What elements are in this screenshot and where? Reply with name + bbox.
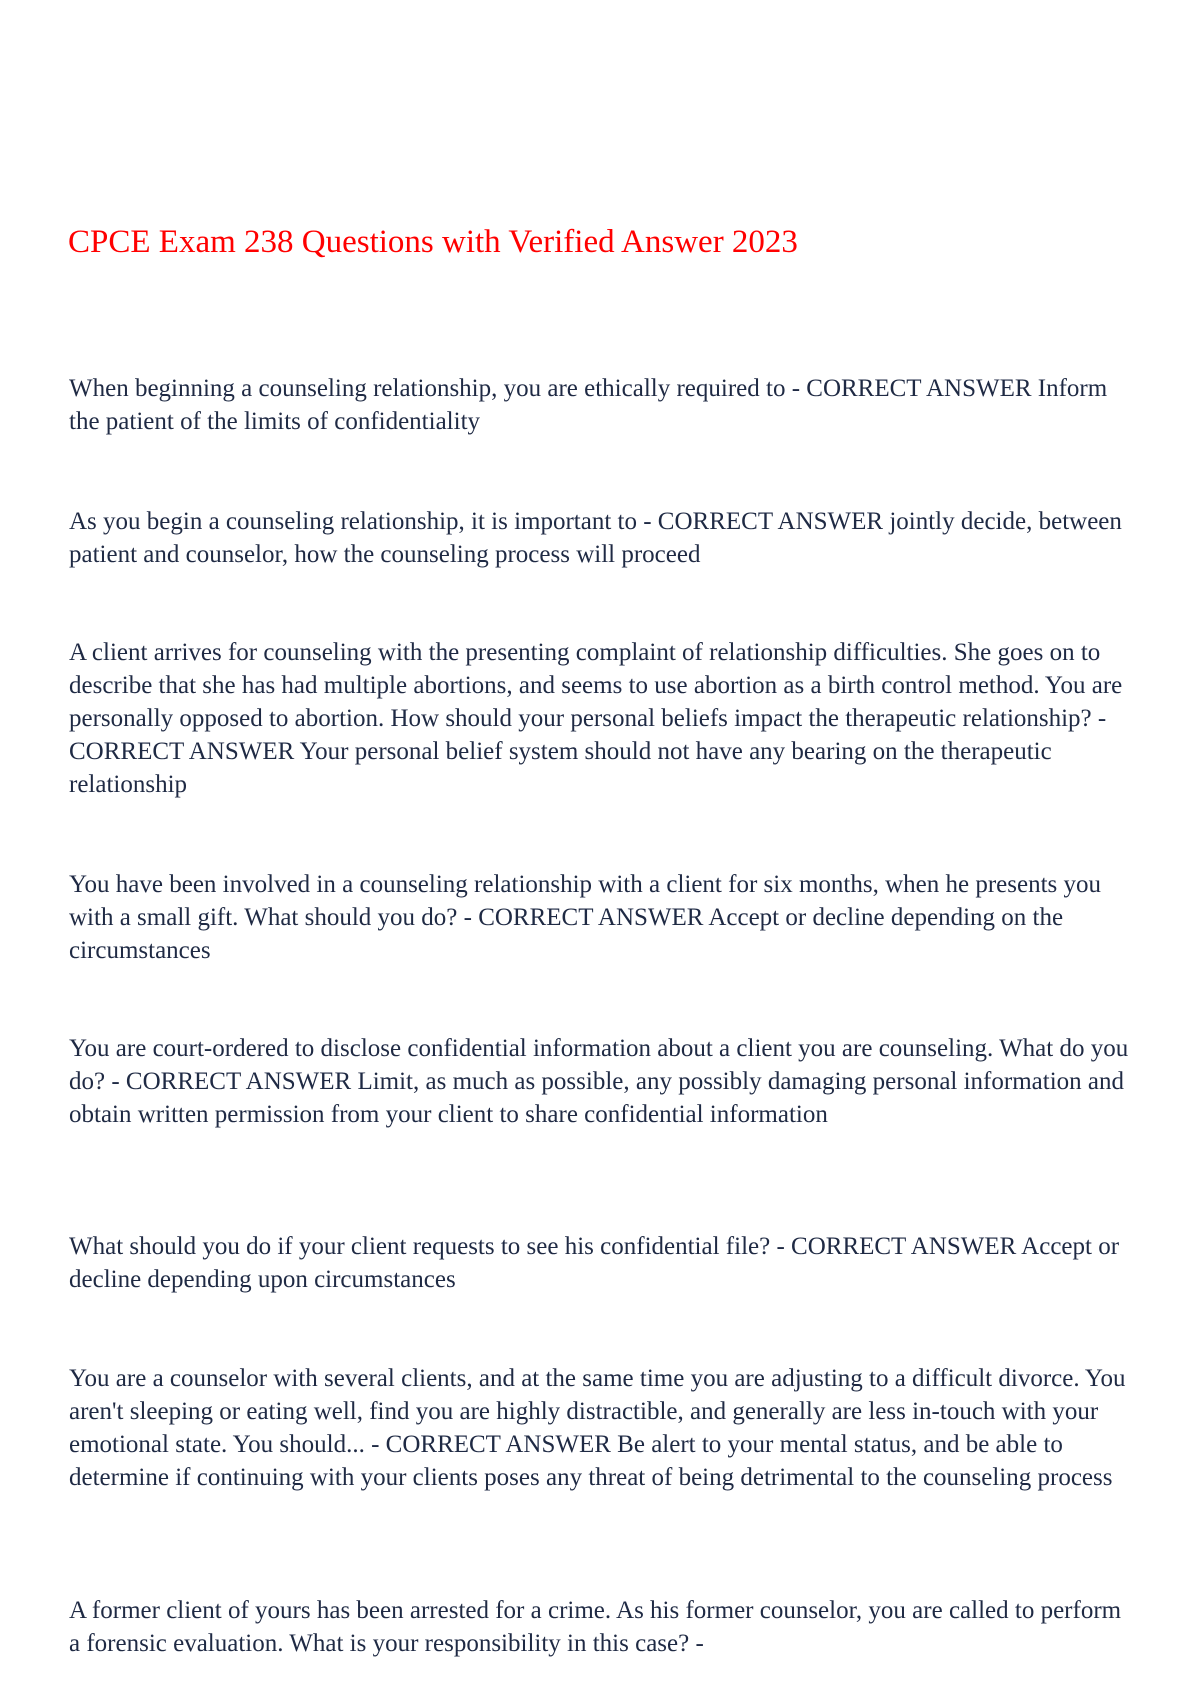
document-title: CPCE Exam 238 Questions with Verified Answer 2023: [68, 224, 798, 260]
qa-item: As you begin a counseling relationship, it is important to - CORRECT ANSWER jointly decide, between patient and counselor, how the counseling process will proceed: [69, 508, 1122, 568]
qa-item: A former client of yours has been arrested for a crime. As his former counselor, you are called to perform a forensic evaluation. What is your responsibility in this case? -: [69, 1597, 1122, 1657]
qa-item: You have been involved in a counseling relationship with a client for six months, when he presents you with a small gift. What should you do? - CORRECT ANSWER Accept or decline depending on the circumstances: [69, 871, 1101, 964]
qa-item: A client arrives for counseling with the presenting complaint of relationship difficulties. She goes on to describe that she has had multiple abortions, and seems to use abortion as a birth control method. You are personally opposed to abortion. How should your personal beliefs impact the therapeutic relationship? - CORRECT ANSWER Your personal belief system should not have any bearing on the therapeutic relationship: [69, 639, 1123, 798]
qa-item: You are a counselor with several clients, and at the same time you are adjusting to a difficult divorce. You aren't sleeping or eating well, find you are highly distractible, and generally are less in-touch with your emotional state. You should... - CORRECT ANSWER Be alert to your mental status, and be able to determine if continuing with your clients poses any threat of being detrimental to the counseling process: [69, 1365, 1126, 1491]
qa-item: You are court-ordered to disclose confidential information about a client you are counseling. What do you do? - CORRECT ANSWER Limit, as much as possible, any possibly damaging personal information and obtain written permission from your client to share confidential information: [69, 1035, 1129, 1128]
qa-item: When beginning a counseling relationship, you are ethically required to - CORRECT ANSWER Inform the patient of the limits of confidentiality: [69, 375, 1108, 435]
qa-item: What should you do if your client requests to see his confidential file? - CORRECT ANSWER Accept or decline depending upon circumstances: [69, 1233, 1120, 1293]
